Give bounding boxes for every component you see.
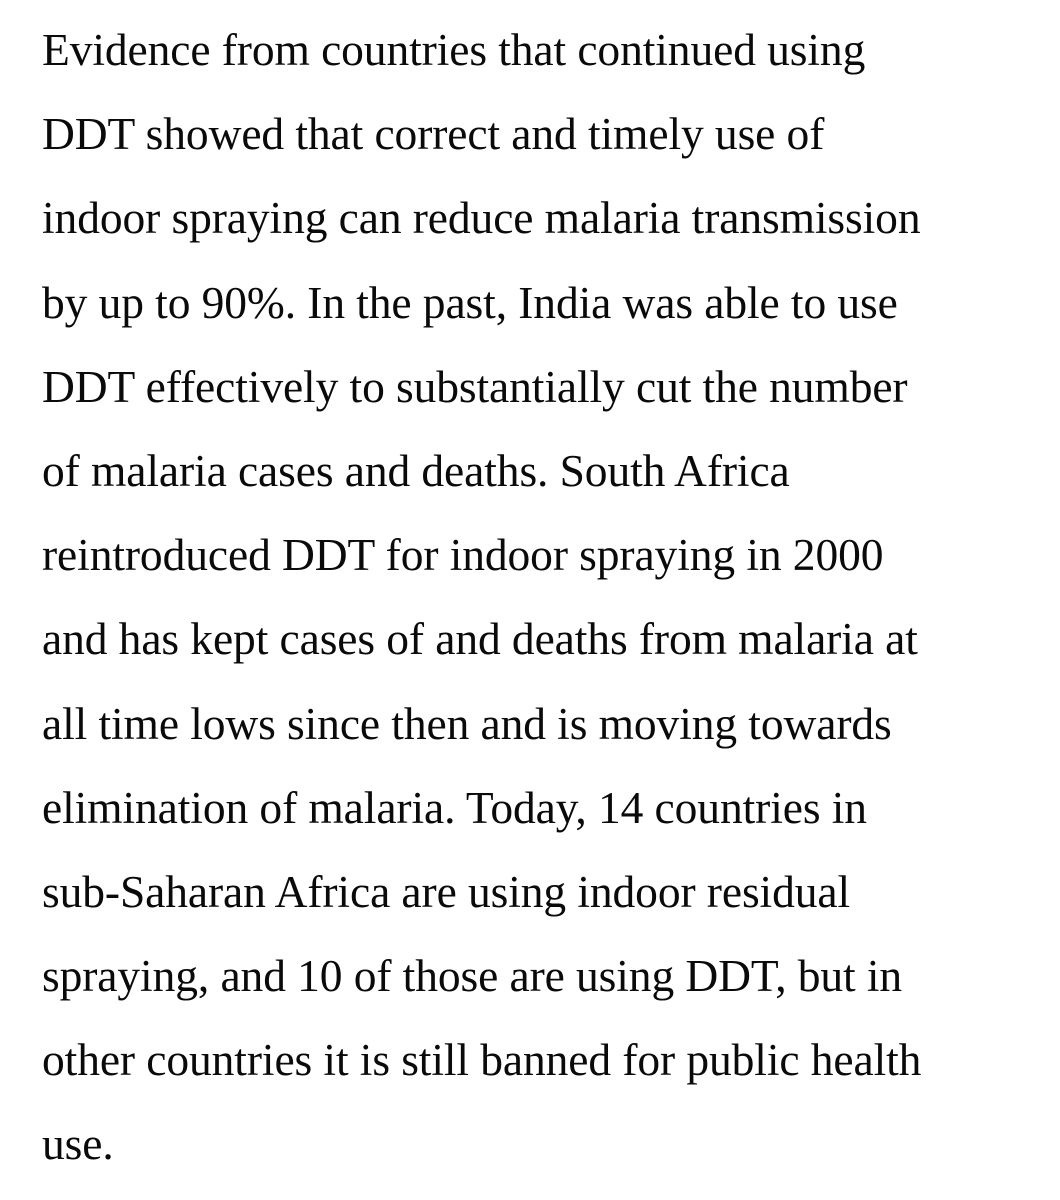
paragraph-line: use.: [42, 1118, 114, 1170]
paragraph-line: and has kept cases of and deaths from malaria at: [42, 613, 918, 665]
paragraph-line: other countries it is still banned for public health: [42, 1034, 922, 1086]
paragraph-line: DDT effectively to substantially cut the number: [42, 360, 908, 412]
paragraph-line: reintroduced DDT for indoor spraying in 2000: [42, 529, 884, 581]
paragraph-line: sub-Saharan Africa are using indoor residual: [42, 865, 851, 917]
paragraph-line: all time lows since then and is moving towards: [42, 697, 892, 749]
paragraph-line: spraying, and 10 of those are using DDT, but in: [42, 950, 903, 1002]
paragraph-line: DDT showed that correct and timely use of: [42, 108, 825, 160]
paragraph-line: by up to 90%. In the past, India was able to use: [42, 276, 898, 328]
paragraph-line: of malaria cases and deaths. South Africa: [42, 444, 790, 496]
body-paragraph: [42, 18, 1042, 1197]
paragraph-line: indoor spraying can reduce malaria transmission: [42, 192, 921, 244]
paragraph-line: elimination of malaria. Today, 14 countries in: [42, 781, 867, 833]
paragraph-line: Evidence from countries that continued using: [42, 24, 866, 75]
